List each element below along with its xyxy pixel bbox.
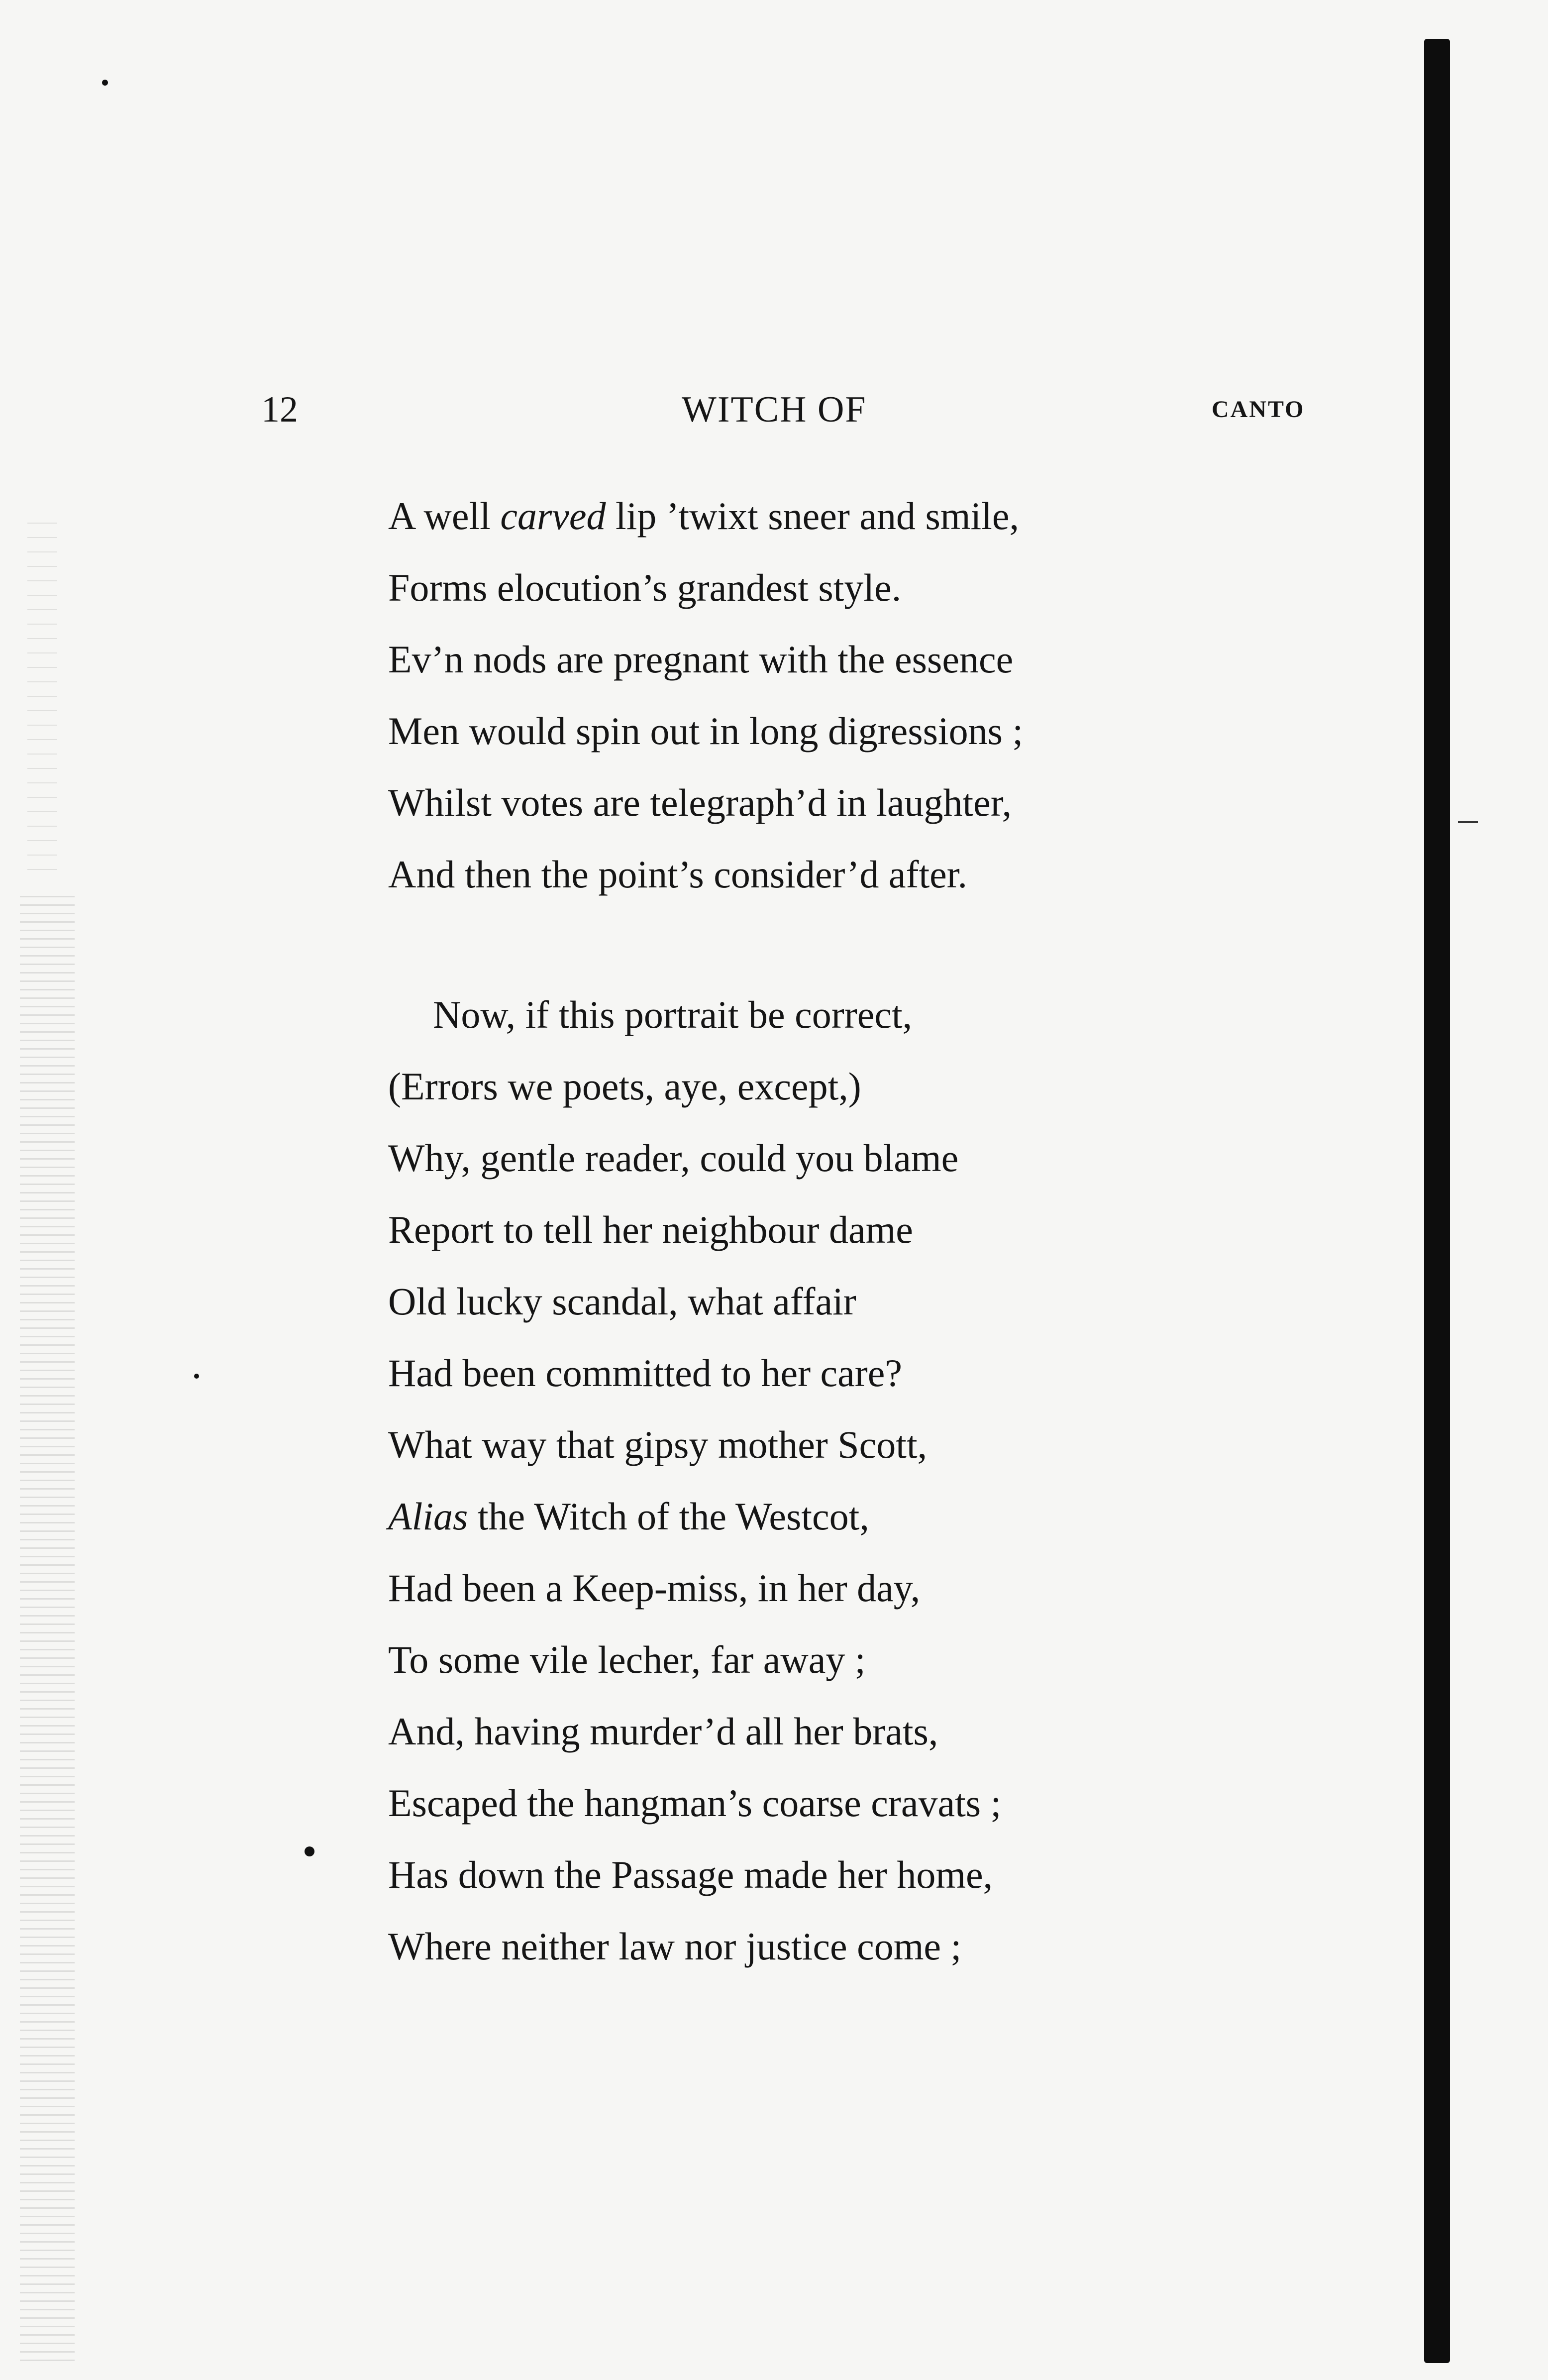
- verse-line: Where neither law nor justice come ;: [388, 1925, 962, 1968]
- verse-line: Has down the Passage made her home,: [388, 1853, 993, 1896]
- verse-line: Old lucky scandal, what affair: [388, 1280, 856, 1323]
- canto-label: CANTO: [1212, 396, 1305, 423]
- stanza-1: [388, 480, 1135, 910]
- scan-gutter-noise: [20, 896, 75, 2364]
- ink-spot: [194, 1374, 199, 1379]
- ink-spot: [305, 1846, 314, 1856]
- verse-line: Escaped the hangman’s coarse cravats ;: [388, 1781, 1002, 1825]
- verse-line: A well carved lip ’twixt sneer and smile,: [388, 494, 1019, 538]
- verse-line: Had been a Keep-miss, in her day,: [388, 1566, 921, 1610]
- verse-line: What way that gipsy mother Scott,: [388, 1423, 928, 1466]
- verse-line: And, having murder’d all her brats,: [388, 1710, 938, 1753]
- verse-line: Alias the Witch of the Westcot,: [388, 1495, 869, 1538]
- verse-line: Whilst votes are telegraph’d in laughter,: [388, 781, 1012, 824]
- verse-line: Why, gentle reader, could you blame: [388, 1136, 959, 1180]
- verse-line: And then the point’s consider’d after.: [388, 853, 967, 896]
- stanza-2: [388, 979, 1135, 1982]
- verse-line: Report to tell her neighbour dame: [388, 1208, 913, 1251]
- page-number: 12: [261, 389, 298, 430]
- binding-speck: [1458, 821, 1478, 823]
- verse-line: Had been committed to her care?: [388, 1351, 903, 1395]
- verse-line: Forms elocution’s grandest style.: [388, 566, 902, 609]
- stanza-break: [388, 910, 1135, 979]
- verse-line: Men would spin out in long digressions ;: [388, 709, 1024, 753]
- binding-edge-shadow: [1424, 39, 1450, 2363]
- verse-line: (Errors we poets, aye, except,): [388, 1065, 861, 1108]
- verse-line: Now, if this portrait be correct,: [433, 993, 913, 1036]
- verse-line: Ev’n nods are pregnant with the essence: [388, 638, 1014, 681]
- scan-gutter-noise-upper: [27, 523, 57, 871]
- running-title: WITCH OF: [682, 389, 867, 430]
- poem-text: [388, 480, 1135, 1982]
- verse-line: To some vile lecher, far away ;: [388, 1638, 866, 1681]
- ink-spot: [102, 80, 108, 86]
